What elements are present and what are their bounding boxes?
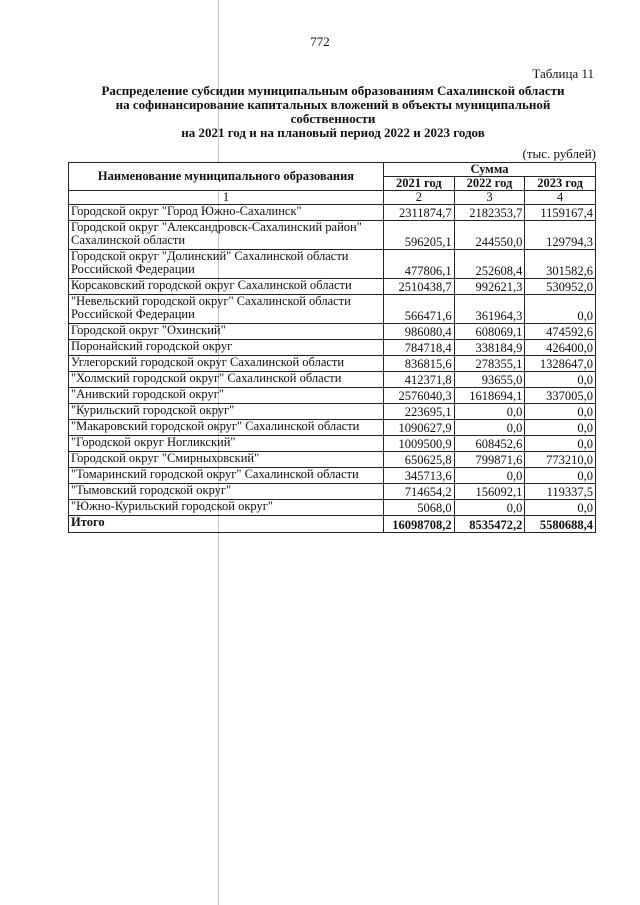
value-2023: 0,0 <box>525 500 596 516</box>
table-row <box>69 452 596 468</box>
value-2021: 986080,4 <box>384 324 455 340</box>
municipality-name <box>69 221 384 250</box>
value-2021: 223695,1 <box>384 404 455 420</box>
table-row <box>69 484 596 500</box>
value-2023: 0,0 <box>525 436 596 452</box>
table-row <box>69 404 596 420</box>
municipality-name-line: Городской округ "Город Южно-Сахалинск" <box>71 204 302 218</box>
municipality-name <box>69 500 384 516</box>
value-2022: 608069,1 <box>454 324 525 340</box>
value-2023: 426400,0 <box>525 340 596 356</box>
table-row <box>69 221 596 250</box>
municipality-name-line: Городской округ "Смирныховский" <box>71 451 260 465</box>
value-2023: 0,0 <box>525 404 596 420</box>
table-row <box>69 250 596 279</box>
municipality-name-line: "Невельский городской округ" Сахалинской области <box>71 294 351 308</box>
table-row <box>69 205 596 221</box>
total-2021: 16098708,2 <box>384 516 455 533</box>
municipality-name <box>69 420 384 436</box>
total-2023: 5580688,4 <box>525 516 596 533</box>
value-2023: 0,0 <box>525 420 596 436</box>
value-2021: 5068,0 <box>384 500 455 516</box>
municipality-name <box>69 436 384 452</box>
table-row <box>69 295 596 324</box>
value-2021: 596205,1 <box>384 221 455 250</box>
municipality-name-line: "Южно-Курильский городской округ" <box>71 499 273 513</box>
municipality-name-line: "Городской округ Ногликский" <box>71 435 236 449</box>
municipality-name <box>69 484 384 500</box>
header-sum: Сумма <box>384 163 596 177</box>
value-2022: 156092,1 <box>454 484 525 500</box>
value-2021: 2510438,7 <box>384 279 455 295</box>
value-2023: 773210,0 <box>525 452 596 468</box>
title-line-1: Распределение субсидии муниципальным образованиям Сахалинской области <box>101 83 565 98</box>
value-2022: 361964,3 <box>454 295 525 324</box>
municipality-name-line: "Томаринский городской округ" Сахалинской области <box>71 467 359 481</box>
value-2023: 530952,0 <box>525 279 596 295</box>
municipality-name-line: Городской округ "Долинский" Сахалинской области <box>71 249 349 263</box>
value-2021: 566471,6 <box>384 295 455 324</box>
value-2022: 338184,9 <box>454 340 525 356</box>
municipality-name <box>69 295 384 324</box>
municipality-name-line: Городской округ "Александровск-Сахалинский район" <box>71 220 362 234</box>
value-2021: 650625,8 <box>384 452 455 468</box>
municipality-name <box>69 279 384 295</box>
title-line-3: собственности <box>290 111 376 126</box>
value-2023: 474592,6 <box>525 324 596 340</box>
table-row <box>69 468 596 484</box>
municipality-name-line: Сахалинской области <box>71 233 186 247</box>
value-2022: 799871,6 <box>454 452 525 468</box>
table-row <box>69 372 596 388</box>
total-row <box>69 516 596 533</box>
value-2022: 2182353,7 <box>454 205 525 221</box>
municipality-name-line: "Тымовский городской округ" <box>71 483 232 497</box>
value-2022: 252608,4 <box>454 250 525 279</box>
table-row <box>69 356 596 372</box>
document-title <box>78 84 588 140</box>
value-2021: 714654,2 <box>384 484 455 500</box>
value-2021: 477806,1 <box>384 250 455 279</box>
value-2022: 278355,1 <box>454 356 525 372</box>
value-2021: 345713,6 <box>384 468 455 484</box>
page-number: 772 <box>310 34 330 49</box>
municipality-name-line: "Холмский городской округ" Сахалинской области <box>71 371 342 385</box>
table-label: Таблица 11 <box>532 66 594 81</box>
municipality-name-line: Городской округ "Охинский" <box>71 323 226 337</box>
municipality-name <box>69 340 384 356</box>
index-cell: 4 <box>525 191 596 205</box>
header-name: Наименование муниципального образования <box>69 163 384 191</box>
value-2021: 2576040,3 <box>384 388 455 404</box>
value-2023: 1328647,0 <box>525 356 596 372</box>
municipality-name <box>69 250 384 279</box>
municipality-name <box>69 404 384 420</box>
total-label: Итого <box>69 516 384 533</box>
municipality-name-line: Российской Федерации <box>71 262 195 276</box>
index-cell: 2 <box>384 191 455 205</box>
table-row <box>69 500 596 516</box>
value-2021: 1090627,9 <box>384 420 455 436</box>
value-2023: 119337,5 <box>525 484 596 500</box>
municipality-name-line: Российской Федерации <box>71 307 195 321</box>
value-2023: 337005,0 <box>525 388 596 404</box>
header-year-2022: 2022 год <box>454 177 525 191</box>
value-2022: 0,0 <box>454 404 525 420</box>
value-2021: 784718,4 <box>384 340 455 356</box>
value-2023: 0,0 <box>525 372 596 388</box>
value-2022: 0,0 <box>454 468 525 484</box>
title-line-4: на 2021 год и на плановый период 2022 и 2023 годов <box>181 125 485 140</box>
table-row <box>69 420 596 436</box>
municipality-name <box>69 468 384 484</box>
municipality-name <box>69 372 384 388</box>
units-label: (тыс. рублей) <box>522 146 596 161</box>
municipality-name-line: Поронайский городской округ <box>71 339 233 353</box>
table-row <box>69 279 596 295</box>
value-2022: 992621,3 <box>454 279 525 295</box>
value-2022: 608452,6 <box>454 436 525 452</box>
value-2021: 412371,8 <box>384 372 455 388</box>
title-line-2: на софинансирование капитальных вложений в объекты муниципальной <box>115 97 551 112</box>
value-2023: 0,0 <box>525 468 596 484</box>
value-2021: 2311874,7 <box>384 205 455 221</box>
table-row <box>69 340 596 356</box>
municipality-name-line: Корсаковский городской округ Сахалинской области <box>71 278 352 292</box>
municipality-name-line: Углегорский городской округ Сахалинской области <box>71 355 345 369</box>
value-2021: 1009500,9 <box>384 436 455 452</box>
header-year-2021: 2021 год <box>384 177 455 191</box>
municipality-name <box>69 388 384 404</box>
value-2022: 244550,0 <box>454 221 525 250</box>
value-2021: 836815,6 <box>384 356 455 372</box>
municipality-name <box>69 324 384 340</box>
municipality-name-line: "Макаровский городской округ" Сахалинской области <box>71 419 360 433</box>
value-2022: 1618694,1 <box>454 388 525 404</box>
municipality-name <box>69 452 384 468</box>
value-2023: 129794,3 <box>525 221 596 250</box>
index-row <box>69 191 596 205</box>
value-2023: 301582,6 <box>525 250 596 279</box>
municipality-name <box>69 205 384 221</box>
value-2022: 93655,0 <box>454 372 525 388</box>
subsidy-table <box>68 162 596 533</box>
value-2022: 0,0 <box>454 500 525 516</box>
header-year-2023: 2023 год <box>525 177 596 191</box>
index-cell: 3 <box>454 191 525 205</box>
value-2022: 0,0 <box>454 420 525 436</box>
index-cell: 1 <box>69 191 384 205</box>
table-row <box>69 388 596 404</box>
table-row <box>69 436 596 452</box>
table-row <box>69 324 596 340</box>
value-2023: 1159167,4 <box>525 205 596 221</box>
value-2023: 0,0 <box>525 295 596 324</box>
municipality-name-line: "Анивский городской округ" <box>71 387 224 401</box>
total-2022: 8535472,2 <box>454 516 525 533</box>
municipality-name-line: "Курильский городской округ" <box>71 403 235 417</box>
municipality-name <box>69 356 384 372</box>
